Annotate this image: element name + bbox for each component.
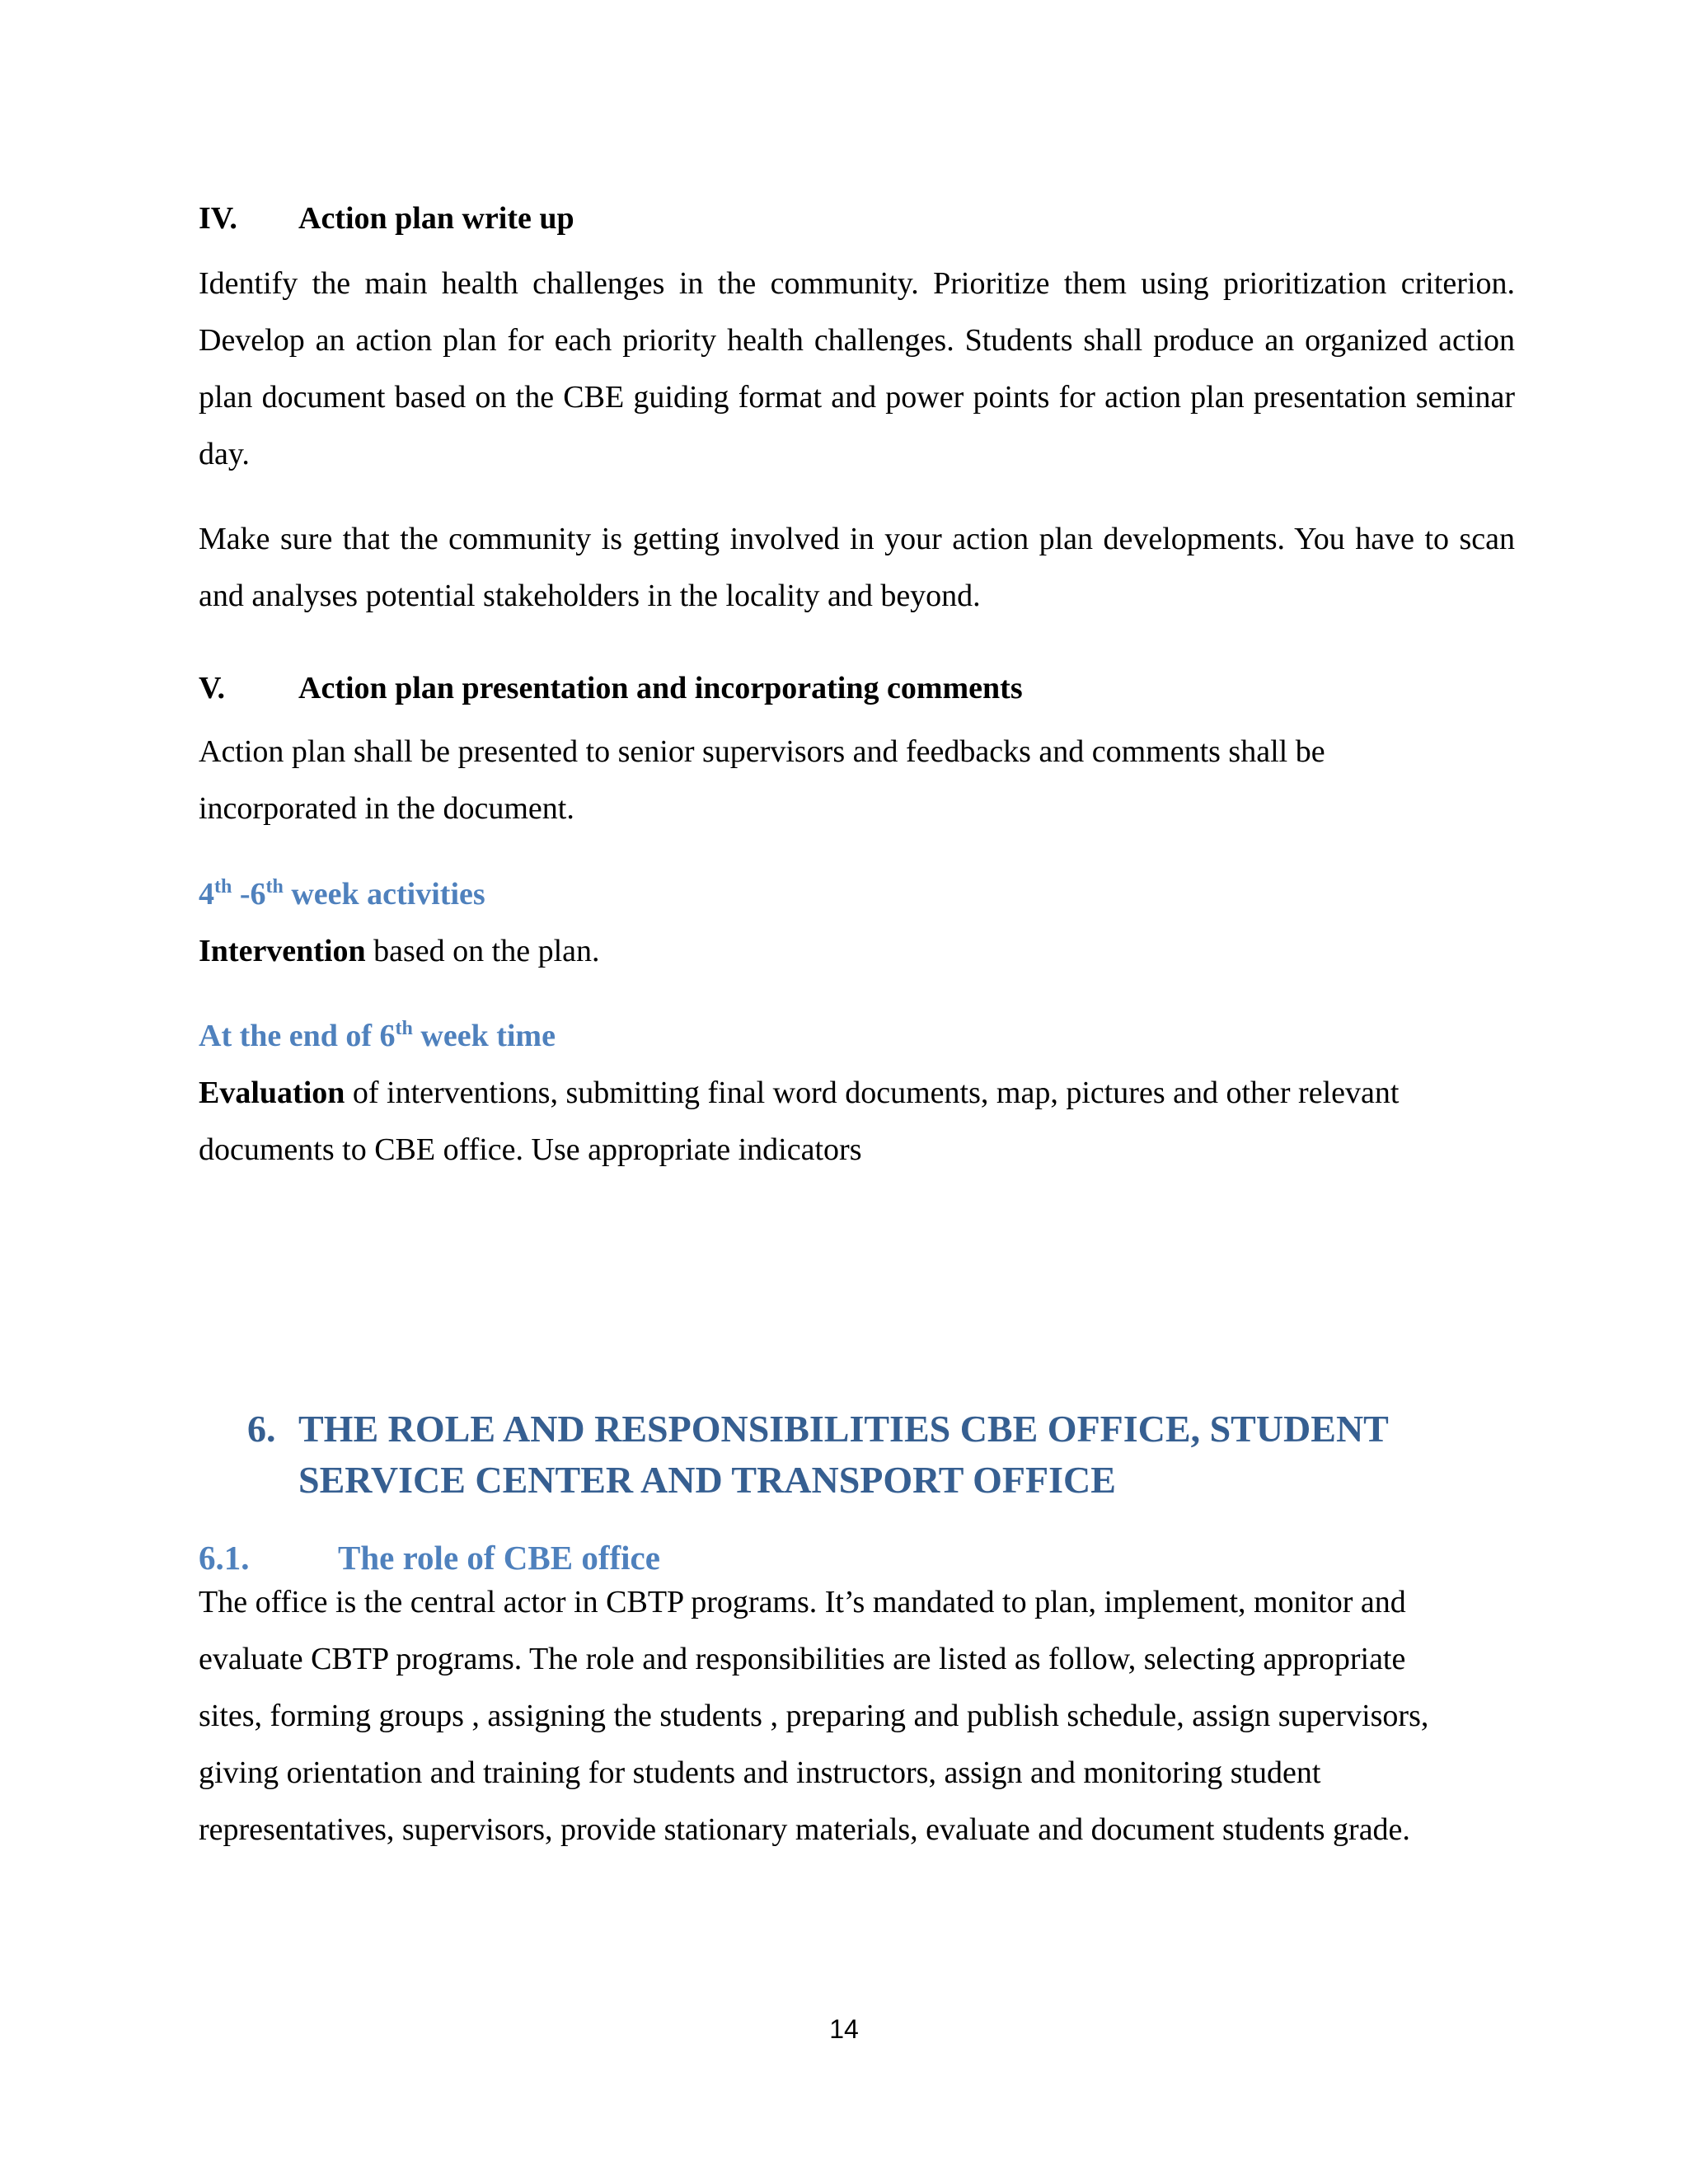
section-iv-number: IV. xyxy=(199,201,237,236)
section-v-paragraph-line-1: Action plan shall be presented to senior supervisors and feedbacks and comments shall be xyxy=(199,734,1325,769)
section-v-heading xyxy=(199,668,1515,709)
section-6-1-line: giving orientation and training for students and instructors, assign and monitoring student xyxy=(199,1755,1321,1790)
section-6-1-line: The office is the central actor in CBTP programs. It’s mandated to plan, implement, monitor and xyxy=(199,1585,1406,1619)
chapter-6-title-line-1: THE ROLE AND RESPONSIBILITIES CBE OFFICE, STUDENT xyxy=(298,1408,1389,1450)
section-6-1-title: The role of CBE office xyxy=(338,1539,660,1577)
section-6-1-number: 6.1. xyxy=(199,1539,250,1577)
section-iv-paragraph-2: Make sure that the community is getting involved in your action plan developments. You have to scan and analyses potential stakeholders in the locality and beyond. xyxy=(199,522,1515,613)
evaluation-rest: of interventions, submitting final word documents, map, pictures and other relevant xyxy=(345,1076,1400,1110)
section-v-number: V. xyxy=(199,671,226,705)
section-v-paragraph xyxy=(199,724,1515,837)
weeks-4-6-heading-part-b: -6 xyxy=(232,877,266,912)
end-week-6-heading-part-b: week time xyxy=(412,1019,556,1053)
section-v-paragraph-line-2: incorporated in the document. xyxy=(199,791,574,826)
end-week-6-text xyxy=(199,1065,1515,1179)
section-iv-title: Action plan write up xyxy=(298,201,574,236)
intervention-lead: Intervention xyxy=(199,934,366,968)
end-week-6-heading-part-a: At the end of 6 xyxy=(199,1019,396,1053)
intervention-rest: based on the plan. xyxy=(365,934,600,968)
page-number: 14 xyxy=(829,2014,859,2044)
section-iv-heading xyxy=(199,198,1515,239)
chapter-6-heading xyxy=(247,1404,1566,1506)
weeks-4-6-text xyxy=(199,923,1515,980)
section-v-title: Action plan presentation and incorporating comments xyxy=(298,671,1023,705)
end-week-6-line-2: documents to CBE office. Use appropriate indicators xyxy=(199,1132,862,1167)
section-iv-paragraph-1: Identify the main health challenges in the community. Prioritize them using prioritization criterion. Develop an action plan for each priority health challenges. Students shall produce an organized action plan document based on the CBE guiding format and power points for action plan presentation seminar day. xyxy=(199,266,1515,471)
section-6-1-heading xyxy=(199,1536,1515,1579)
weeks-4-6-heading-sup-b: th xyxy=(265,876,284,898)
section-6-1-line: evaluate CBTP programs. The role and responsibilities are listed as follow, selecting appropriate xyxy=(199,1642,1406,1676)
chapter-6-title-line-2: SERVICE CENTER AND TRANSPORT OFFICE xyxy=(298,1459,1116,1501)
weeks-4-6-heading-part-c: week activities xyxy=(283,877,485,912)
chapter-6-number: 6. xyxy=(247,1408,276,1450)
section-6-1-paragraph xyxy=(199,1574,1515,1858)
end-week-6-line-1 xyxy=(199,1065,1515,1122)
weeks-4-6-heading-part-a: 4 xyxy=(199,877,214,912)
evaluation-lead: Evaluation xyxy=(199,1076,345,1110)
weeks-4-6-heading-sup-a: th xyxy=(214,876,232,898)
section-6-1-line: representatives, supervisors, provide stationary materials, evaluate and document students grade. xyxy=(199,1812,1410,1847)
section-6-1-line: sites, forming groups , assigning the students , preparing and publish schedule, assign supervisors, xyxy=(199,1699,1429,1733)
end-week-6-heading-sup: th xyxy=(395,1018,413,1039)
weeks-4-6-heading xyxy=(199,874,1515,915)
end-week-6-heading xyxy=(199,1015,1515,1057)
